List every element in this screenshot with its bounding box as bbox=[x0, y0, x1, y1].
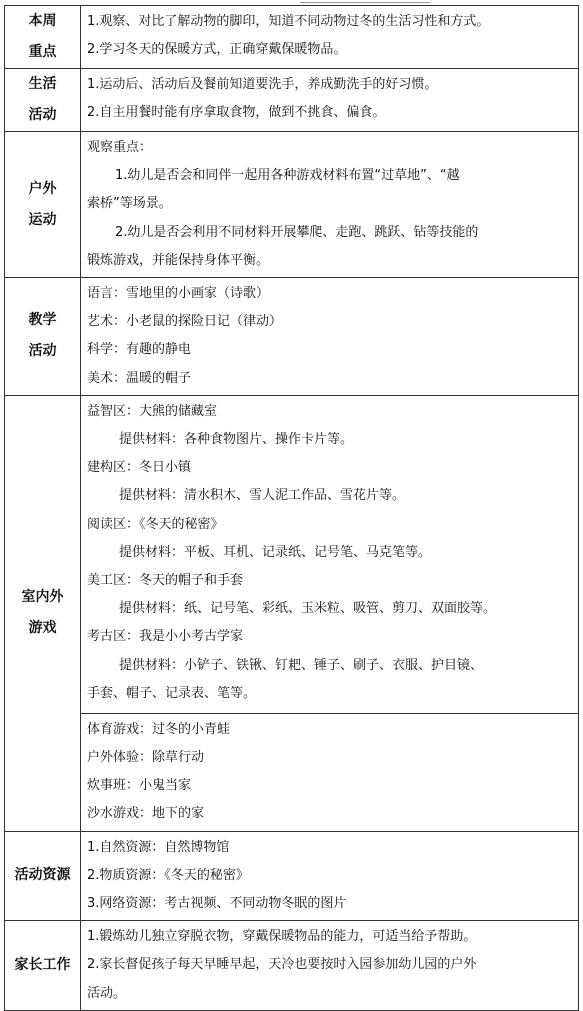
focus-item: 1.观察、对比了解动物的脚印，知道不同动物过冬的生活习性和方式。 bbox=[87, 14, 490, 29]
life-item: 2.自主用餐时能有序拿取食物，做到不挑食、偏食。 bbox=[87, 105, 386, 121]
life-item: 1.运动后、活动后及餐前知道要洗手，养成勤洗手的好习惯。 bbox=[87, 77, 438, 92]
outdoor-item-2-cont: 锻炼游戏，并能保持身体平衡。 bbox=[87, 252, 270, 268]
header-line: 游戏 bbox=[28, 620, 57, 637]
row-weekly-focus bbox=[5, 6, 579, 69]
parent-item-2-cont: 活动。 bbox=[87, 985, 127, 1001]
teaching-item: 美术：温暖的帽子 bbox=[87, 370, 192, 386]
outdoor-title: 观察重点： bbox=[87, 140, 153, 155]
row-teaching-activities bbox=[5, 278, 579, 396]
outdoor-game-item: 体育游戏：过冬的小青蛙 bbox=[87, 721, 231, 737]
header-indoor-outdoor-games bbox=[5, 395, 81, 831]
weekly-plan-table bbox=[4, 5, 579, 1011]
zone-materials-archaeology-cont: 手套、帽子、记录表、笔等。 bbox=[87, 685, 257, 701]
header-line: 重点 bbox=[28, 44, 57, 60]
content-parent-work bbox=[81, 921, 579, 1011]
row-games-outdoor bbox=[5, 713, 579, 831]
header-life-activities bbox=[5, 69, 81, 132]
header-line: 运动 bbox=[28, 211, 57, 228]
header-teaching-activities bbox=[5, 278, 81, 396]
header-weekly-focus bbox=[5, 6, 81, 69]
header-line: 活动资源 bbox=[14, 867, 71, 884]
header-activity-resources bbox=[5, 831, 81, 921]
zone-materials-art: 提供材料：纸、记号笔、彩纸、玉米粒、吸管、剪刀、双面胶等。 bbox=[119, 601, 497, 617]
header-line: 室内外 bbox=[21, 589, 64, 606]
weekly-plan-document bbox=[4, 5, 578, 1011]
zone-materials-reading: 提供材料：平板、耳机、记录纸、记号笔、马克笔等。 bbox=[119, 544, 432, 560]
zone-name-construction: 建构区：冬日小镇 bbox=[87, 460, 192, 476]
header-line: 户外 bbox=[28, 180, 57, 197]
content-activity-resources bbox=[81, 831, 579, 921]
row-outdoor-exercise bbox=[5, 132, 579, 278]
focus-item: 2.学习冬天的保暖方式，正确穿戴保暖物品。 bbox=[87, 42, 347, 58]
outdoor-item-1-cont: 索桥”等场景。 bbox=[87, 196, 172, 212]
teaching-item: 语言：雪地里的小画家（诗歌） bbox=[87, 286, 270, 302]
header-parent-work bbox=[5, 921, 81, 1011]
outdoor-game-item: 户外体验：除草行动 bbox=[87, 750, 205, 766]
teaching-item: 艺术：小老鼠的探险日记（律动） bbox=[87, 314, 283, 330]
parent-item-1: 1.锻炼幼儿独立穿脱衣物，穿戴保暖物品的能力，可适当给予帮助。 bbox=[87, 929, 477, 945]
header-line: 本周 bbox=[28, 13, 57, 29]
resource-item: 3.网络资源：考古视频、不同动物冬眠的图片 bbox=[87, 896, 347, 912]
row-activity-resources bbox=[5, 831, 579, 921]
resource-item: 2.物质资源：《冬天的秘密》 bbox=[87, 867, 249, 883]
resource-item: 1.自然资源：自然博物馆 bbox=[87, 839, 230, 855]
zone-materials-construction: 提供材料：清水积木、雪人泥工作品、雪花片等。 bbox=[119, 488, 406, 504]
header-outdoor-exercise bbox=[5, 132, 81, 278]
zone-name-archaeology: 考古区：我是小小考古学家 bbox=[87, 629, 244, 645]
content-indoor-zones bbox=[81, 395, 579, 713]
outdoor-item-1: 1.幼儿是否会和同伴一起用各种游戏材料布置“过草地”、“越 bbox=[115, 168, 460, 184]
content-outdoor-exercise bbox=[81, 132, 579, 278]
header-line: 教学 bbox=[28, 312, 57, 329]
content-outdoor-games bbox=[81, 713, 579, 831]
zone-materials-puzzle: 提供材料：各种食物图片、操作卡片等。 bbox=[119, 432, 354, 448]
header-line: 家长工作 bbox=[14, 957, 71, 974]
teaching-item: 科学：有趣的静电 bbox=[87, 342, 192, 358]
content-teaching-activities bbox=[81, 278, 579, 396]
outdoor-game-item: 炊事班：小鬼当家 bbox=[87, 778, 192, 794]
row-life-activities bbox=[5, 69, 579, 132]
zone-materials-archaeology: 提供材料：小铲子、铁锹、钉耙、锤子、刷子、衣服、护目镜、 bbox=[119, 657, 484, 673]
outdoor-item-2: 2.幼儿是否会利用不同材料开展攀爬、走跑、跳跃、钻等技能的 bbox=[115, 224, 479, 240]
header-line: 活动 bbox=[28, 343, 57, 360]
content-life-activities bbox=[81, 69, 579, 132]
header-line: 活动 bbox=[28, 107, 57, 123]
parent-item-2: 2.家长督促孩子每天早睡早起，天冷也要按时入园参加幼儿园的户外 bbox=[87, 957, 477, 973]
zone-name-art: 美工区：冬天的帽子和手套 bbox=[87, 573, 244, 589]
header-line: 生活 bbox=[28, 76, 57, 92]
content-weekly-focus bbox=[81, 6, 579, 69]
zone-name-puzzle: 益智区：大熊的储藏室 bbox=[87, 403, 218, 419]
row-parent-work bbox=[5, 921, 579, 1011]
outdoor-game-item: 沙水游戏：地下的家 bbox=[87, 806, 205, 822]
zone-name-reading: 阅读区：《冬天的秘密》 bbox=[87, 516, 224, 532]
row-games-indoor bbox=[5, 395, 579, 713]
